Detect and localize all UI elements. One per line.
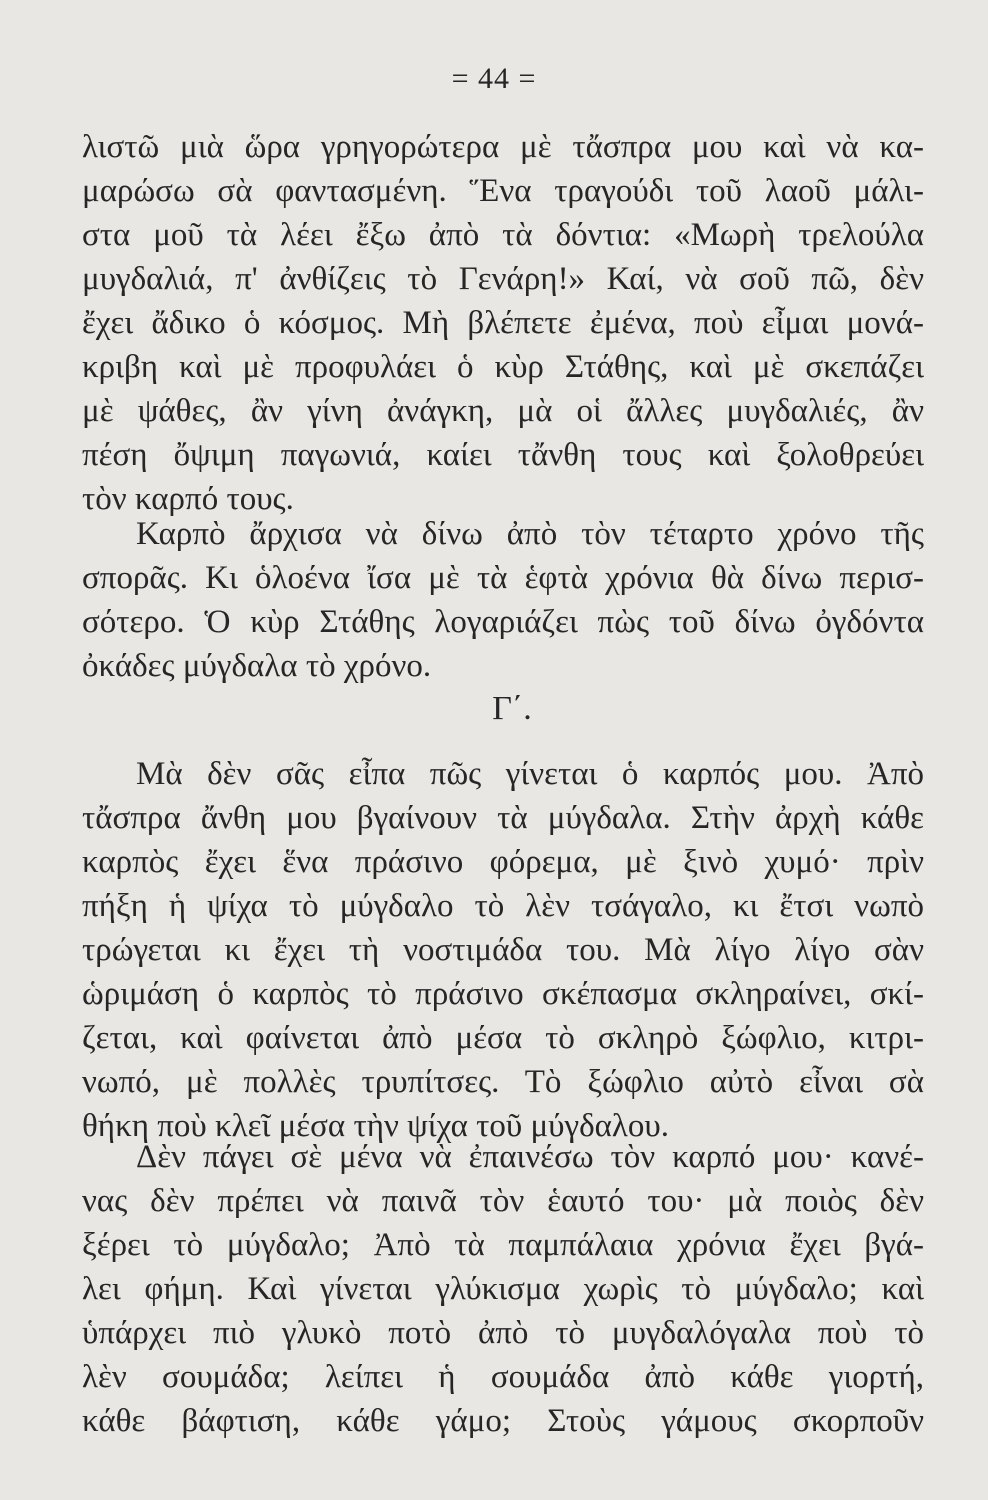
text-line: μὲ ψάθες, ἂν γίνη ἀνάγκη, μὰ οἱ ἄλλες μυγδαλιές, ἂν [82, 393, 924, 429]
text-line: ξέρει τὸ μύγδαλο; Ἀπὸ τὰ παμπάλαια χρόνια ἔχει βγά- [82, 1227, 924, 1263]
paragraph-2 [82, 512, 924, 688]
text-line: πήξη ἡ ψίχα τὸ μύγδαλο τὸ λὲν τσάγαλο, κι ἔτσι νωπὸ [82, 888, 924, 924]
text-line: μαρώσω σὰ φαντασμένη. Ἕνα τραγούδι τοῦ λαοῦ μάλι- [82, 173, 924, 209]
page-number: = 44 = [451, 62, 537, 95]
text-line: στα μοῦ τὰ λέει ἔξω ἀπὸ τὰ δόντια: «Μωρὴ τρελούλα [82, 217, 924, 253]
text-line: ζεται, καὶ φαίνεται ἀπὸ μέσα τὸ σκληρὸ ξώφλιο, κιτρι- [82, 1020, 924, 1056]
text-line: ὑπάρχει πιὸ γλυκὸ ποτὸ ἀπὸ τὸ μυγδαλόγαλα ποὺ τὸ [82, 1315, 924, 1351]
text-line: κάθε βάφτιση, κάθε γάμο; Στοὺς γάμους σκορποῦν [82, 1403, 924, 1439]
paragraph-1 [82, 125, 924, 521]
text-line: πέση ὄψιμη παγωνιά, καίει τἄνθη τους καὶ ξολοθρεύει [82, 437, 924, 473]
paragraph-4 [82, 1135, 924, 1443]
text-line: νωπό, μὲ πολλὲς τρυπίτσες. Τὸ ξώφλιο αὐτὸ εἶναι σὰ [82, 1064, 924, 1100]
text-line: κριβη καὶ μὲ προφυλάει ὁ κὺρ Στάθης, καὶ μὲ σκεπάζει [82, 349, 924, 385]
text-line: λει φήμη. Καὶ γίνεται γλύκισμα χωρὶς τὸ μύγδαλο; καὶ [82, 1271, 924, 1307]
text-line: νας δὲν πρέπει νὰ παινᾶ τὸν ἑαυτό του· μὰ ποιὸς δὲν [82, 1183, 924, 1219]
text-line: Δὲν πάγει σὲ μένα νὰ ἐπαινέσω τὸν καρπό μου· κανέ- [136, 1139, 924, 1175]
text-line: θήκη ποὺ κλεῖ μέσα τὴν ψίχα τοῦ μύγδαλου. [82, 1108, 670, 1144]
text-line: λὲν σουμάδα; λείπει ἡ σουμάδα ἀπὸ κάθε γιορτή, [82, 1359, 924, 1395]
text-line: τρώγεται κι ἔχει τὴ νοστιμάδα του. Μὰ λίγο λίγο σὰν [82, 932, 924, 968]
text-line: ἔχει ἄδικο ὁ κόσμος. Μὴ βλέπετε ἐμένα, ποὺ εἶμαι μονά- [82, 305, 924, 341]
text-line: ὡριμάση ὁ καρπὸς τὸ πράσινο σκέπασμα σκληραίνει, σκί- [82, 976, 924, 1012]
text-line: Μὰ δὲν σᾶς εἶπα πῶς γίνεται ὁ καρπός μου. Ἀπὸ [136, 756, 924, 792]
text-line: σότερο. Ὁ κὺρ Στάθης λογαριάζει πὼς τοῦ δίνω ὀγδόντα [82, 604, 924, 640]
text-line: μυγδαλιά, π' ἀνθίζεις τὸ Γενάρη!» Καί, νὰ σοῦ πῶ, δὲν [82, 261, 924, 297]
text-line: λιστῶ μιὰ ὥρα γρηγορώτερα μὲ τἄσπρα μου καὶ νὰ κα- [82, 129, 924, 165]
text-line: τἄσπρα ἄνθη μου βγαίνουν τὰ μύγδαλα. Στὴν ἀρχὴ κάθε [82, 800, 924, 836]
text-line: σπορᾶς. Κι ὁλοένα ἴσα μὲ τὰ ἑφτὰ χρόνια θὰ δίνω περισ- [82, 560, 924, 596]
text-line: καρπὸς ἔχει ἕνα πράσινο φόρεμα, μὲ ξινὸ χυμό· πρὶν [82, 844, 924, 880]
text-line: τὸν καρπό τους. [82, 481, 294, 517]
section-heading: Γ΄. [492, 690, 532, 727]
text-line: ὀκάδες μύγδαλα τὸ χρόνο. [82, 648, 432, 684]
text-line: Καρπὸ ἄρχισα νὰ δίνω ἀπὸ τὸν τέταρτο χρόνο τῆς [136, 516, 924, 552]
paragraph-3 [82, 752, 924, 1148]
